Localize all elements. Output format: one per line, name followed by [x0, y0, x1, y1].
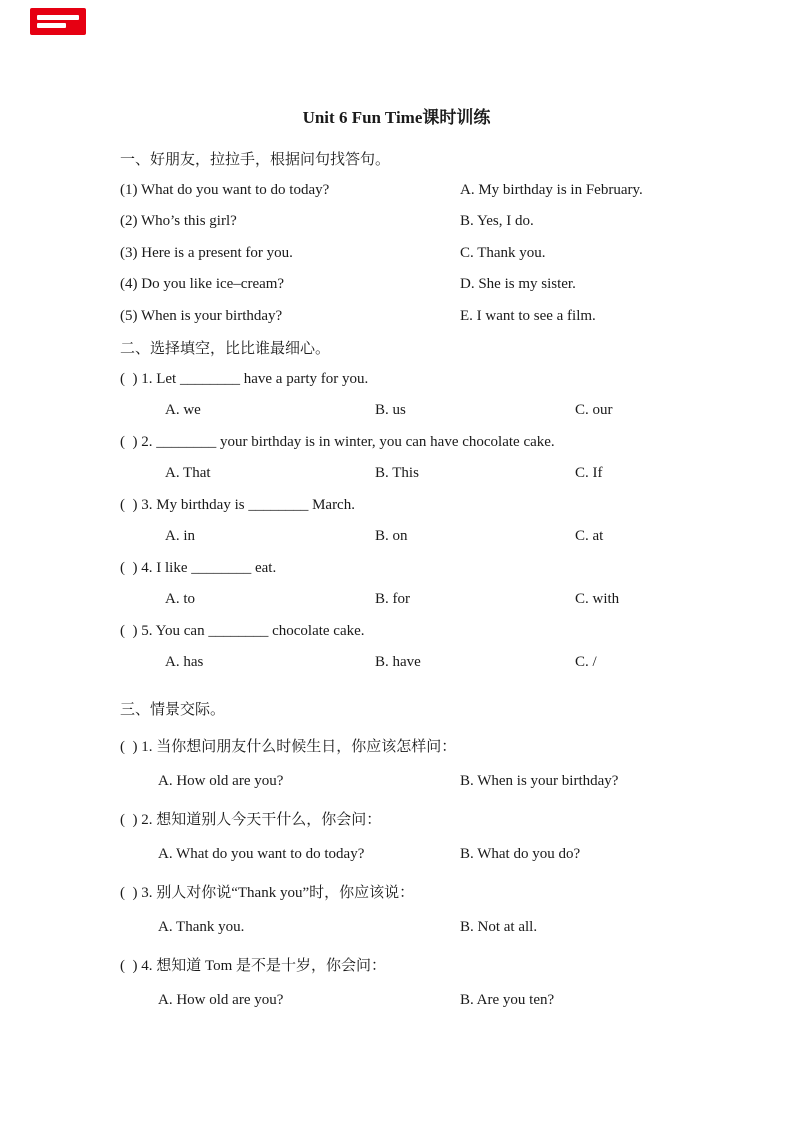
option-a: A. That	[165, 465, 211, 482]
match-row	[120, 175, 738, 207]
option-b: B. have	[375, 654, 421, 671]
option-b: B. for	[375, 591, 410, 608]
option-c: C. with	[575, 591, 620, 608]
question-stem: ( ) 1. Let ________ have a party for you.	[120, 370, 369, 387]
option-b: B. This	[375, 465, 419, 482]
option-a: A. Thank you.	[158, 919, 245, 936]
match-answer: D. She is my sister.	[460, 276, 576, 293]
option-row	[120, 395, 738, 427]
option-a: A. How old are you?	[158, 992, 284, 1009]
worksheet-content	[120, 143, 738, 1019]
option-b: B. Not at all.	[460, 919, 538, 936]
section-matching	[120, 143, 738, 332]
match-row	[120, 269, 738, 301]
option-b: B. Are you ten?	[460, 992, 555, 1009]
option-c: C. If	[575, 465, 603, 482]
section-2-heading: 二、选择填空，比比谁最细心。	[120, 341, 331, 358]
logo-mark	[37, 23, 66, 28]
match-question: (3) Here is a present for you.	[120, 244, 293, 261]
section-multiple-choice	[120, 332, 738, 679]
option-b: B. What do you do?	[460, 846, 581, 863]
option-row	[120, 910, 738, 947]
option-row	[120, 837, 738, 874]
option-row	[120, 458, 738, 490]
option-b: B. us	[375, 402, 406, 419]
option-b: B. When is your birthday?	[460, 773, 619, 790]
option-a: A. in	[165, 528, 195, 545]
question-stem: ( ) 4. I like ________ eat.	[120, 559, 277, 576]
match-row	[120, 301, 738, 333]
publisher-logo	[30, 8, 86, 35]
question-stem: ( ) 3. 别人对你说“Thank you”时，你应该说：	[120, 884, 415, 901]
match-row	[120, 206, 738, 238]
match-question: (1) What do you want to do today?	[120, 181, 330, 198]
option-b: B. on	[375, 528, 408, 545]
option-row	[120, 983, 738, 1020]
option-c: C. at	[575, 528, 604, 545]
section-3-heading: 三、情景交际。	[120, 702, 226, 719]
logo-mark	[37, 15, 79, 20]
question-stem: ( ) 2. 想知道别人今天干什么，你会问：	[120, 811, 382, 828]
section-situational	[120, 691, 738, 1020]
option-row	[120, 764, 738, 801]
match-answer: C. Thank you.	[460, 244, 546, 261]
option-a: A. What do you want to do today?	[158, 846, 365, 863]
option-a: A. has	[165, 654, 204, 671]
option-a: A. we	[165, 402, 201, 419]
match-question: (4) Do you like ice–cream?	[120, 276, 285, 293]
match-row	[120, 238, 738, 270]
option-c: C. our	[575, 402, 613, 419]
question-stem: ( ) 1. 当你想问朋友什么时候生日，你应该怎样问：	[120, 738, 457, 755]
question-stem: ( ) 4. 想知道 Tom 是不是十岁，你会问：	[120, 957, 387, 974]
question-stem: ( ) 2. ________ your birthday is in winter, you can have chocolate cake.	[120, 433, 555, 450]
option-row	[120, 521, 738, 553]
option-row	[120, 584, 738, 616]
worksheet-title: Unit 6 Fun Time课时训练	[302, 108, 491, 127]
question-stem: ( ) 5. You can ________ chocolate cake.	[120, 622, 365, 639]
match-answer: B. Yes, I do.	[460, 213, 534, 230]
question-stem: ( ) 3. My birthday is ________ March.	[120, 496, 355, 513]
match-answer: A. My birthday is in February.	[460, 181, 643, 198]
match-answer: E. I want to see a film.	[460, 307, 596, 324]
option-a: A. How old are you?	[158, 773, 284, 790]
match-question: (2) Who’s this girl?	[120, 213, 237, 230]
section-1-heading: 一、好朋友，拉拉手，根据问句找答句。	[120, 152, 391, 169]
option-row	[120, 647, 738, 679]
match-question: (5) When is your birthday?	[120, 307, 283, 324]
option-c: C. /	[575, 654, 597, 671]
option-a: A. to	[165, 591, 195, 608]
